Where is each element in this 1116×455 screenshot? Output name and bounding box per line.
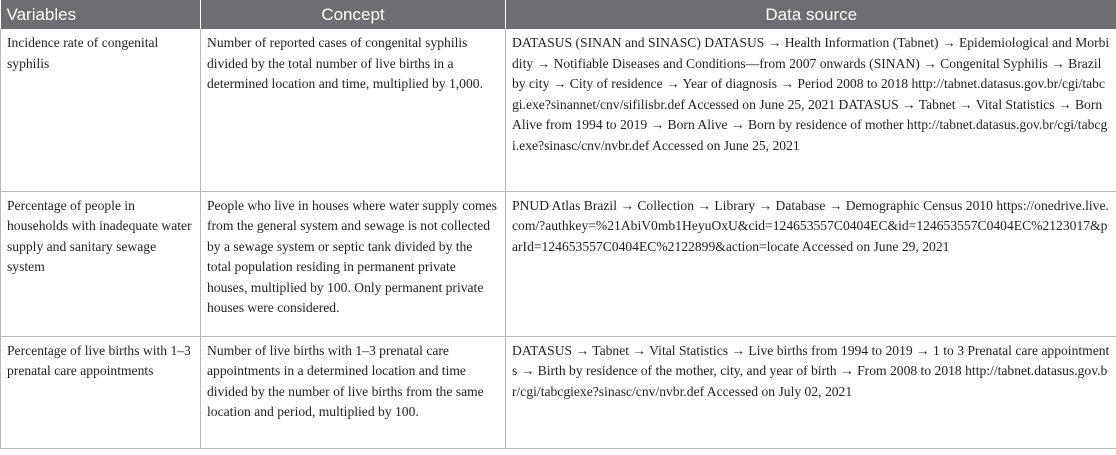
table-row: [1, 191, 1116, 336]
header-concept: Concept: [201, 0, 506, 29]
cell-concept: Number of live births with 1–3 prenatal care appointments in a determined location and time divided by the number of live births from the same location and period, multiplied by 100.: [201, 336, 506, 448]
cell-data-source: DATASUS → Tabnet → Vital Statistics → Live births from 1994 to 2019 → 1 to 3 Prenatal care appointments → Birth by residence of the mother, city, and year of birth → From 2008 to 2018 http://tabnet.datasus.gov.br/cgi/tabcgiexe?sinasc/cnv/nvbr.def Accessed on July 02, 2021: [506, 336, 1116, 448]
table-row: [1, 336, 1116, 448]
table-row: [1, 29, 1116, 191]
cell-variable: Incidence rate of congenital syphilis: [1, 29, 201, 191]
header-row: [1, 0, 1116, 29]
cell-data-source: PNUD Atlas Brazil → Collection → Library → Database → Demographic Census 2010 https://onedrive.live.com/?authkey=%21AbiV0mb1HeyuOxU&cid=124653557C0404EC&id=124653557C0404EC%2123017&parId=124653557C0404EC%2122899&action=locate Accessed on June 29, 2021: [506, 191, 1116, 336]
header-variables: Variables: [1, 0, 201, 29]
header-data-source: Data source: [506, 0, 1116, 29]
cell-concept: Number of reported cases of congenital syphilis divided by the total number of live births in a determined location and time, multiplied by 1,000.: [201, 29, 506, 191]
cell-concept: People who live in houses where water supply comes from the general system and sewage is not collected by a sewage system or septic tank divided by the total population residing in permanent private houses, multiplied by 100. Only permanent private houses were considered.: [201, 191, 506, 336]
cell-variable: Percentage of people in households with inadequate water supply and sanitary sewage system: [1, 191, 201, 336]
cell-variable: Percentage of live births with 1–3 prenatal care appointments: [1, 336, 201, 448]
table-body: [1, 29, 1116, 448]
cell-data-source: DATASUS (SINAN and SINASC) DATASUS → Health Information (Tabnet) → Epidemiological and Morbidity → Notifiable Diseases and Conditions—from 2007 onwards (SINAN) → Congenital Syphilis → Brazil by city → City of residence → Year of diagnosis → Period 2008 to 2018 http://tabnet.datasus.gov.br/cgi/tabcgi.exe?sinannet/cnv/sifilisbr.def Accessed on June 25, 2021 DATASUS → Tabnet → Vital Statistics → Born Alive from 1994 to 2019 → Born Alive → Born by residence of mother http://tabnet.datasus.gov.br/cgi/tabcgi.exe?sinasc/cnv/nvbr.def Accessed on June 25, 2021: [506, 29, 1116, 191]
table-header: [1, 0, 1116, 29]
